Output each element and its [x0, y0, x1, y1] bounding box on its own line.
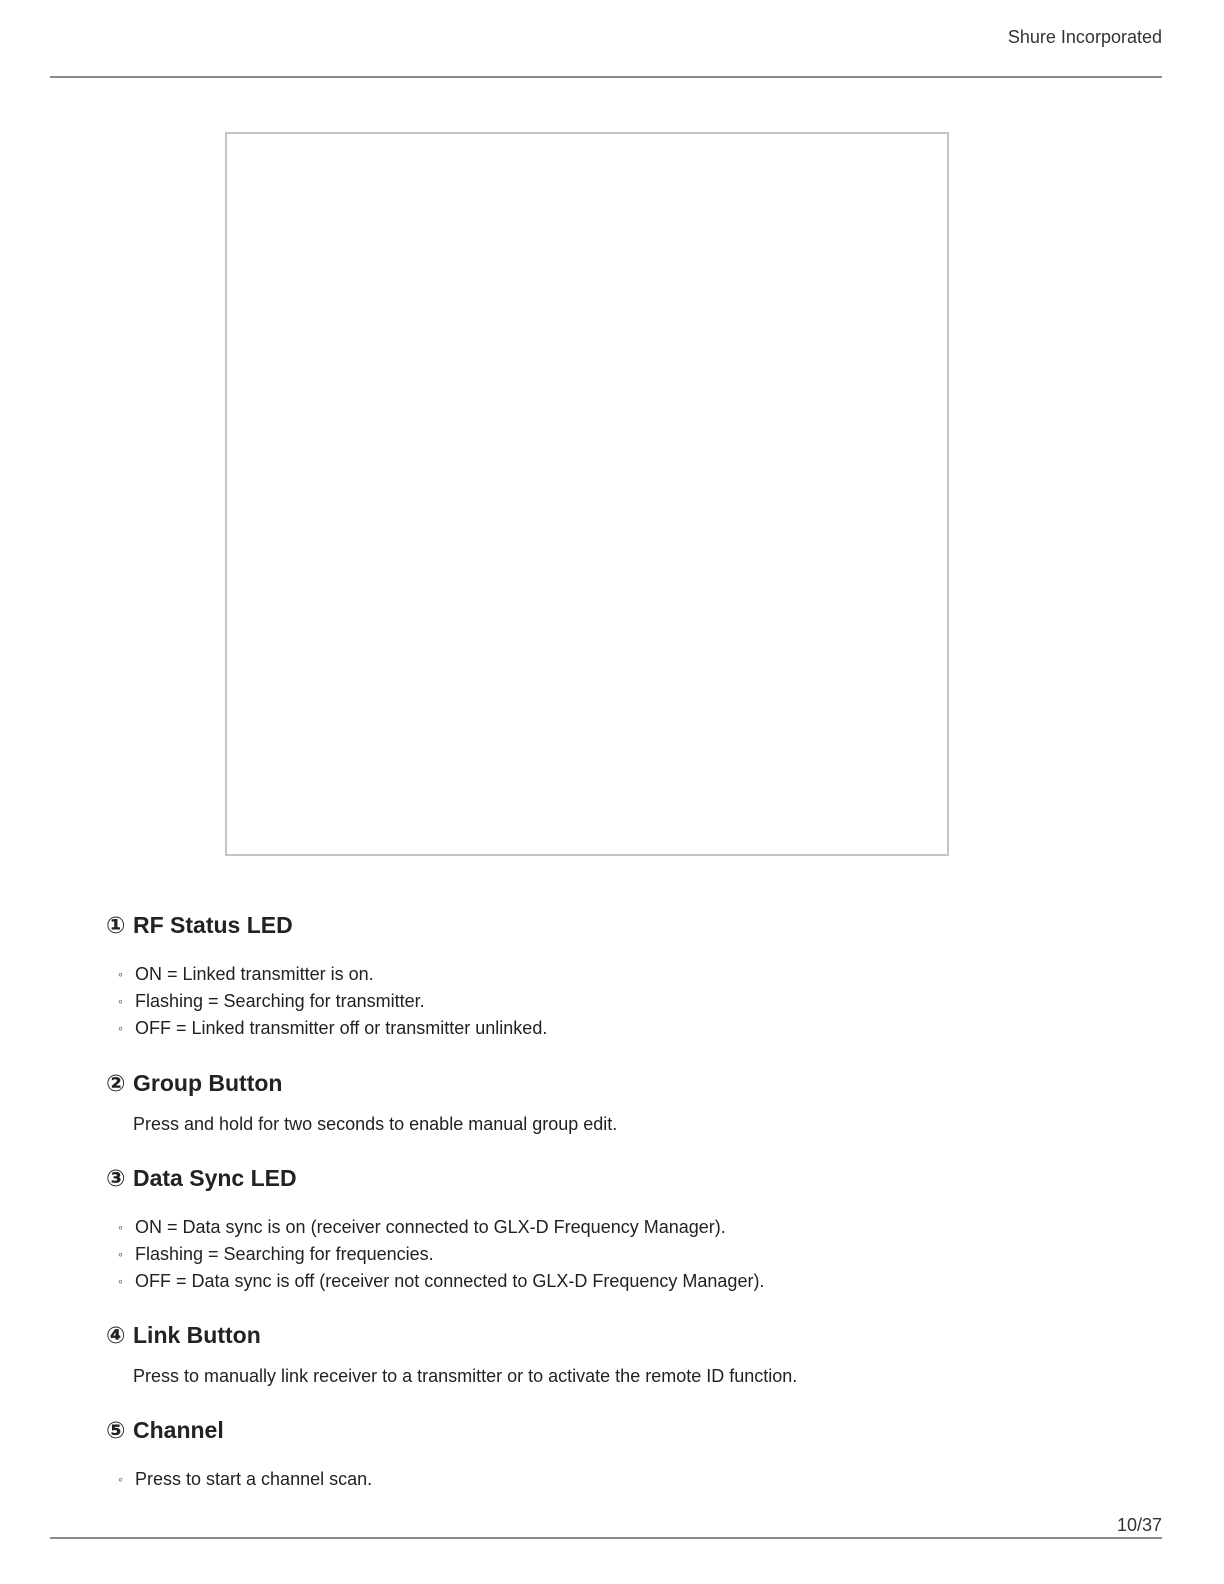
bullet-icon: ◦: [118, 1020, 123, 1036]
footer-divider: [50, 1537, 1162, 1539]
list-item-text: Flashing = Searching for frequencies.: [135, 1244, 434, 1264]
document-content: [106, 908, 1166, 1493]
product-figure-placeholder: [225, 132, 949, 856]
section-group-button: [106, 1066, 1166, 1138]
list-item: [106, 1466, 1166, 1493]
section-link-button: [106, 1318, 1166, 1390]
header-company-name: Shure Incorporated: [1007, 27, 1162, 47]
list-item-text: OFF = Data sync is off (receiver not connected to GLX-D Frequency Manager).: [135, 1271, 765, 1291]
list-item: [106, 1015, 1166, 1042]
list-item: [106, 988, 1166, 1015]
section-heading: [106, 908, 1166, 942]
list-item: [106, 961, 1166, 988]
callout-number-2: ②: [106, 1070, 126, 1096]
section-heading: [106, 1318, 1166, 1352]
bullet-icon: ◦: [118, 1219, 123, 1235]
bullet-icon: ◦: [118, 1273, 123, 1289]
section-title: Group Button: [133, 1070, 283, 1096]
bullet-icon: ◦: [118, 993, 123, 1009]
section-title: Link Button: [133, 1322, 261, 1348]
list-item: [106, 1241, 1166, 1268]
bullet-list: [106, 1466, 1166, 1493]
callout-number-5: ⑤: [106, 1417, 126, 1443]
list-item-text: OFF = Linked transmitter off or transmitter unlinked.: [135, 1018, 548, 1038]
bullet-list: [106, 961, 1166, 1042]
section-heading: [106, 1413, 1166, 1447]
list-item-text: Flashing = Searching for transmitter.: [135, 991, 425, 1011]
list-item: [106, 1268, 1166, 1295]
callout-number-4: ④: [106, 1322, 126, 1348]
section-title: Channel: [133, 1417, 224, 1443]
list-item-text: ON = Linked transmitter is on.: [135, 964, 374, 984]
list-item-text: ON = Data sync is on (receiver connected to GLX-D Frequency Manager).: [135, 1217, 726, 1237]
section-description: Press and hold for two seconds to enable manual group edit.: [133, 1114, 618, 1134]
bullet-icon: ◦: [118, 1471, 123, 1487]
bullet-list: [106, 1214, 1166, 1295]
section-channel: [106, 1413, 1166, 1493]
callout-number-1: ①: [106, 912, 126, 938]
section-data-sync-led: [106, 1161, 1166, 1295]
section-title: Data Sync LED: [133, 1165, 297, 1191]
section-heading: [106, 1066, 1166, 1100]
section-heading: [106, 1161, 1166, 1195]
section-title: RF Status LED: [133, 912, 293, 938]
section-description: Press to manually link receiver to a transmitter or to activate the remote ID function.: [133, 1366, 798, 1386]
header-divider: [50, 76, 1162, 78]
bullet-icon: ◦: [118, 1246, 123, 1262]
callout-number-3: ③: [106, 1165, 126, 1191]
bullet-icon: ◦: [118, 966, 123, 982]
page-number: 10/37: [1116, 1515, 1162, 1535]
list-item-text: Press to start a channel scan.: [135, 1469, 373, 1489]
list-item: [106, 1214, 1166, 1241]
section-rf-status-led: [106, 908, 1166, 1042]
